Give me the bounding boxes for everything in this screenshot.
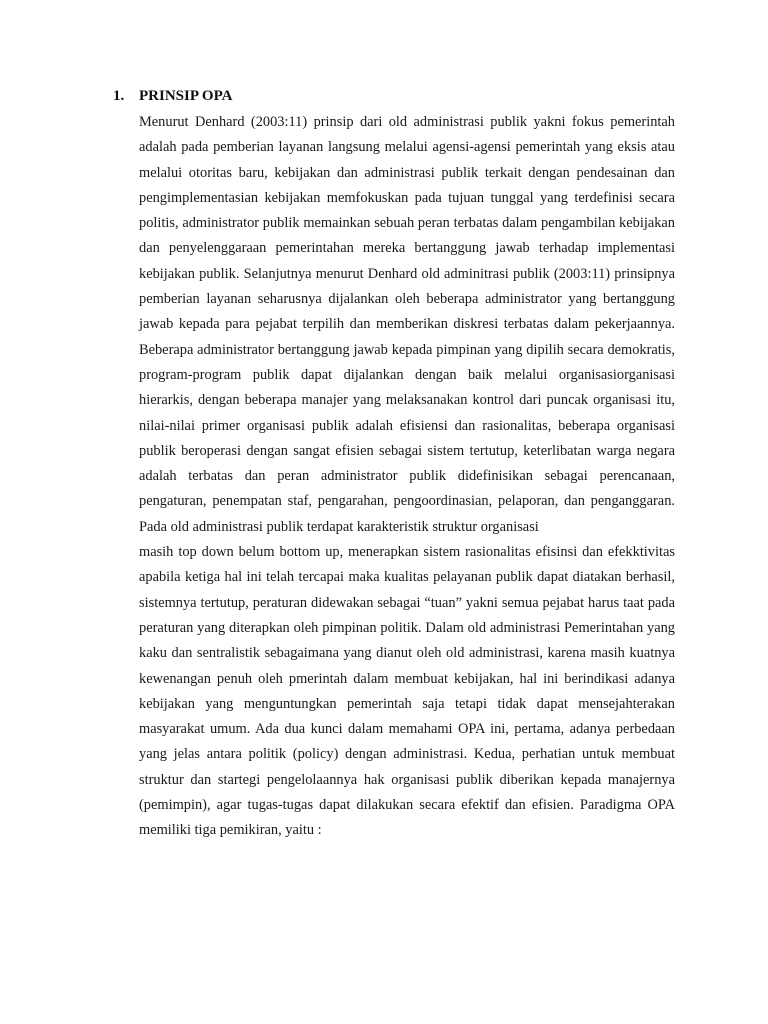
body-text bbox=[139, 110, 675, 844]
section-title: PRINSIP OPA bbox=[139, 88, 233, 104]
section-heading bbox=[113, 86, 232, 106]
section-number: 1. bbox=[113, 88, 125, 104]
paragraph-1: Menurut Denhard (2003:11) prinsip dari old administrasi publik yakni fokus pemerintah adalah pada pemberian layanan langsung melalui agensi-agensi pemerintah yang eksis atau melalui otoritas baru, kebijakan dan administrasi publik terkait dengan pendesainan dan pengimplementasian kebijakan memfokuskan pada tujuan tunggal yang terdefinisi secara politis, administrator publik memainkan sebuah peran terbatas dalam pengambilan kebijakan dan penyelenggaraan pemerintahan mereka bertanggung jawab terhadap implementasi kebijakan publik. Selanjutnya menurut Denhard old adminitrasi publik (2003:11) prinsipnya pemberian layanan seharusnya dijalankan oleh beberapa administrator yang bertanggung jawab kepada para pejabat terpilih dan memberikan diskresi terbatas dalam pekerjaannya. Beberapa administrator bertanggung jawab kepada pimpinan yang dipilih secara demokratis, program-program publik dapat dijalankan dengan baik melalui organisasiorganisasi hierarkis, dengan beberapa manajer yang melaksanakan kontrol dari puncak organisasi itu, nilai-nilai primer organisasi publik adalah efisiensi dan rasionalitas, beberapa organisasi publik beroperasi dengan sangat efisien sebagai sistem tertutup, keterlibatan warga negara adalah terbatas dan peran administrator publik didefinisikan sebagai perencanaan, pengaturan, penempatan staf, pengarahan, pengoordinasian, pelaporan, dan penganggaran. Pada old administrasi publik terdapat karakteristik struktur organisasi bbox=[139, 114, 675, 535]
paragraph-2: masih top down belum bottom up, menerapkan sistem rasionalitas efisinsi dan efekktivitas apabila ketiga hal ini telah tercapai maka kualitas pelayanan publik dapat diatakan berhasil, sistemnya tertutup, peraturan didewakan sebagai “tuan” yakni semua pejabat harus taat pada peraturan yang diterapkan oleh pimpinan politik. Dalam old administrasi Pemerintahan yang kaku dan sentralistik sebagaimana yang dianut oleh old administrasi, karena masih kuatnya kewenangan penuh oleh pmerintah dalam membuat kebijakan, hal ini berindikasi adanya kebijakan yang menguntungkan pemerintah saja tetapi tidak dapat mensejahterakan masyarakat umum. Ada dua kunci dalam memahami OPA ini, pertama, adanya perbedaan yang jelas antara politik (policy) dengan administrasi. Kedua, perhatian untuk membuat struktur dan startegi pengelolaannya hak organisasi publik diberikan kepada manajernya (pemimpin), agar tugas-tugas dapat dilakukan secara efektif dan efisien. Paradigma OPA memiliki tiga pemikiran, yaitu : bbox=[139, 544, 675, 839]
